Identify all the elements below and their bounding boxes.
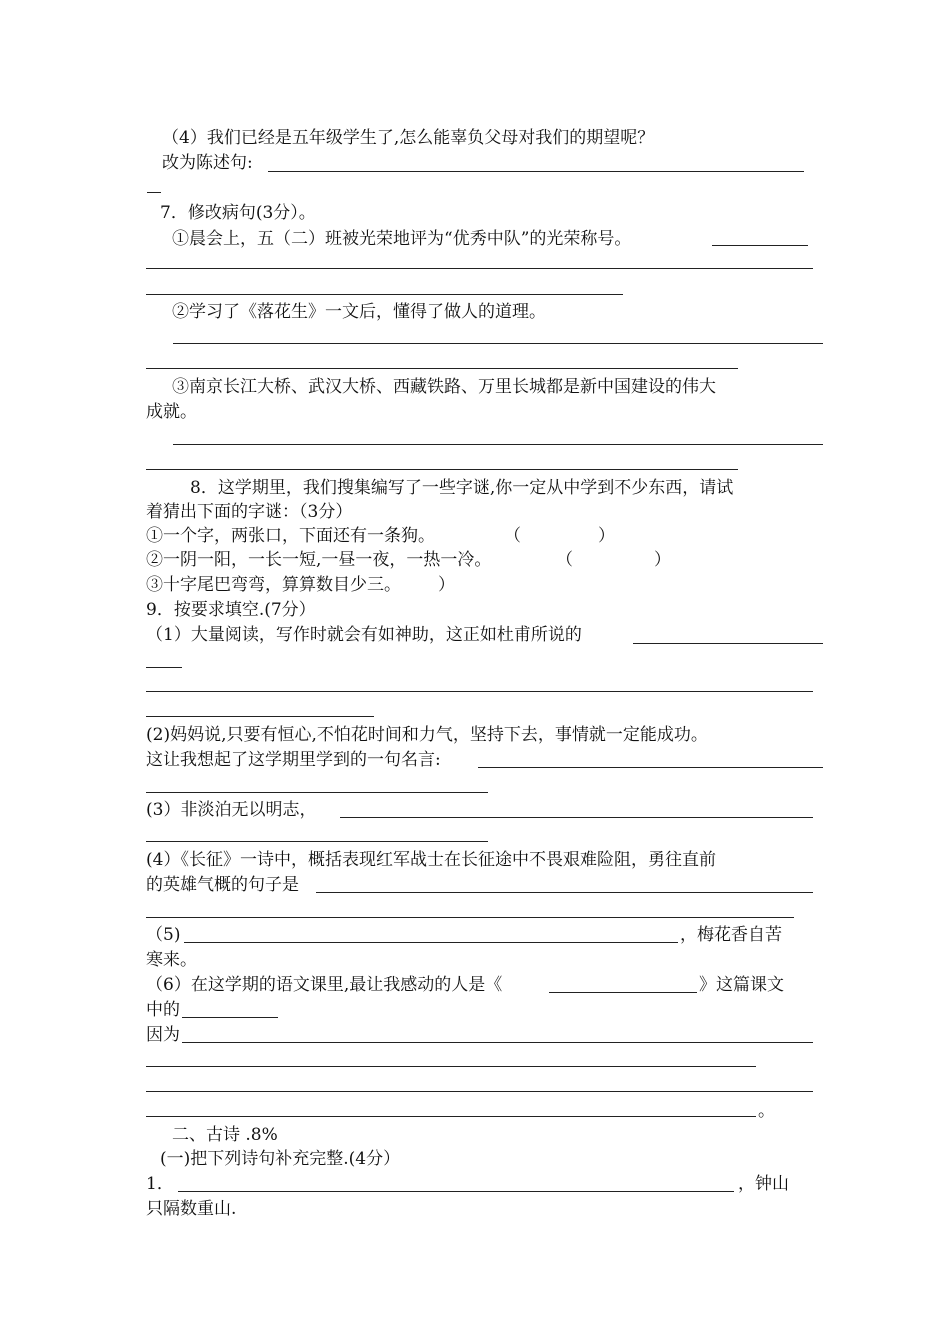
q7-sentence-3b: 成就。 <box>146 402 197 422</box>
q9-item3: (3）非淡泊无以明志， <box>146 800 317 820</box>
q9-item1: （1）大量阅读，写作时就会有如神助，这正如杜甫所说的 <box>146 625 582 645</box>
section2-item1-prefix: 1． <box>146 1174 174 1194</box>
q7-sentence-3a: ③南京长江大桥、武汉大桥、西藏铁路、万里长城都是新中国建设的伟大 <box>172 377 716 397</box>
q9-item4-blank-b[interactable] <box>146 917 794 918</box>
q7-sentence-2: ②学习了《落花生》一文后，懂得了做人的道理。 <box>172 302 546 322</box>
q9-item6-reason-blank-c[interactable] <box>146 1091 813 1092</box>
q8-intro-b: 着猜出下面的字谜：（3分） <box>146 502 353 522</box>
q8-r1-paren-open: （ <box>504 526 521 546</box>
q9-item4-blank-a[interactable] <box>316 892 813 893</box>
q9-item5-suffix: ，梅花香自苦 <box>680 925 782 945</box>
q9-item6c: 因为 <box>146 1025 180 1045</box>
q7-s3-blank-a[interactable] <box>173 444 823 445</box>
q7-sentence-1: ①晨会上，五（二）班被光荣地评为“优秀中队”的光荣称号。 <box>172 229 632 249</box>
q7-s1-blank-c[interactable] <box>146 294 623 295</box>
q7-s1-blank-b[interactable] <box>146 268 813 269</box>
q9-item1-blank-c[interactable] <box>146 691 813 692</box>
q9-item6-reason-blank-b[interactable] <box>146 1066 756 1067</box>
q9-item6-reason-blank-d[interactable] <box>146 1116 756 1117</box>
q6-item4-answer-blank[interactable] <box>268 171 804 172</box>
q9-item6-person-blank[interactable] <box>182 1017 278 1018</box>
q8-r2-paren-open: （ <box>556 550 573 570</box>
q6-item4: （4）我们已经是五年级学生了,怎么能辜负父母对我们的期望呢？ <box>162 128 655 148</box>
q9-item3-blank-b[interactable] <box>146 841 488 842</box>
q7-s2-blank-a[interactable] <box>173 343 823 344</box>
q9-item5b: 寒来。 <box>146 950 197 970</box>
q9-title: 9．按要求填空.(7分） <box>146 600 316 620</box>
q9-item6-title-blank[interactable] <box>549 992 697 993</box>
q9-item5-blank[interactable] <box>184 942 678 943</box>
q8-r3-paren-close: ） <box>438 575 455 595</box>
section2-title: 二、古诗 .8% <box>172 1125 278 1145</box>
q7-title: 7．修改病句(3分）。 <box>160 203 316 223</box>
q8-intro-a: 8．这学期里，我们搜集编写了一些字谜,你一定从中学到不少东西，请试 <box>190 478 734 498</box>
q9-item4b: 的英雄气概的句子是 <box>146 875 299 895</box>
q9-item2b: 这让我想起了这学期里学到的一句名言: <box>146 750 441 770</box>
section2-item1b: 只隔数重山. <box>146 1199 237 1219</box>
section2-item1-suffix: ，钟山 <box>738 1174 789 1194</box>
q6-item4-answer-label: 改为陈述句: <box>162 153 253 173</box>
q6-item4-answer-blank-cont[interactable] <box>147 192 161 193</box>
q8-riddle-3: ③十字尾巴弯弯，算算数目少三。 <box>146 575 401 595</box>
q8-r1-paren-close: ） <box>598 526 615 546</box>
q9-item2-blank-a[interactable] <box>478 767 823 768</box>
q9-item1-blank-d[interactable] <box>146 716 374 717</box>
q9-item2a: (2)妈妈说,只要有恒心,不怕花时间和力气，坚持下去，事情就一定能成功。 <box>146 725 708 745</box>
section2-sub1: (一)把下列诗句补充完整.(4分） <box>160 1149 401 1169</box>
q9-item6b: 中的 <box>146 1000 180 1020</box>
q7-s2-blank-b[interactable] <box>146 368 738 369</box>
q9-item4a: (4）《长征》一诗中，概括表现红军战士在长征途中不畏艰难险阻，勇往直前 <box>146 850 716 870</box>
q8-r2-paren-close: ） <box>654 550 671 570</box>
q9-item2-blank-b[interactable] <box>146 792 488 793</box>
q7-s1-blank-a[interactable] <box>712 245 808 246</box>
q9-item6-end: 。 <box>758 1101 775 1121</box>
q9-item1-blank-b[interactable] <box>146 667 182 668</box>
q8-riddle-2: ②一阴一阳，一长一短,一昼一夜，一热一冷。 <box>146 550 492 570</box>
q9-item1-blank-a[interactable] <box>633 643 823 644</box>
q7-s3-blank-b[interactable] <box>146 469 738 470</box>
q8-riddle-1: ①一个字，两张口，下面还有一条狗。 <box>146 526 435 546</box>
section2-item1-blank[interactable] <box>178 1191 734 1192</box>
q9-item6-suffix: 》这篇课文 <box>699 975 784 995</box>
q9-item6-prefix: （6）在这学期的语文课里,最让我感动的人是《 <box>146 975 503 995</box>
q9-item3-blank-a[interactable] <box>340 817 813 818</box>
q9-item6-reason-blank-a[interactable] <box>182 1042 813 1043</box>
q9-item5-prefix: （5) <box>146 925 181 945</box>
